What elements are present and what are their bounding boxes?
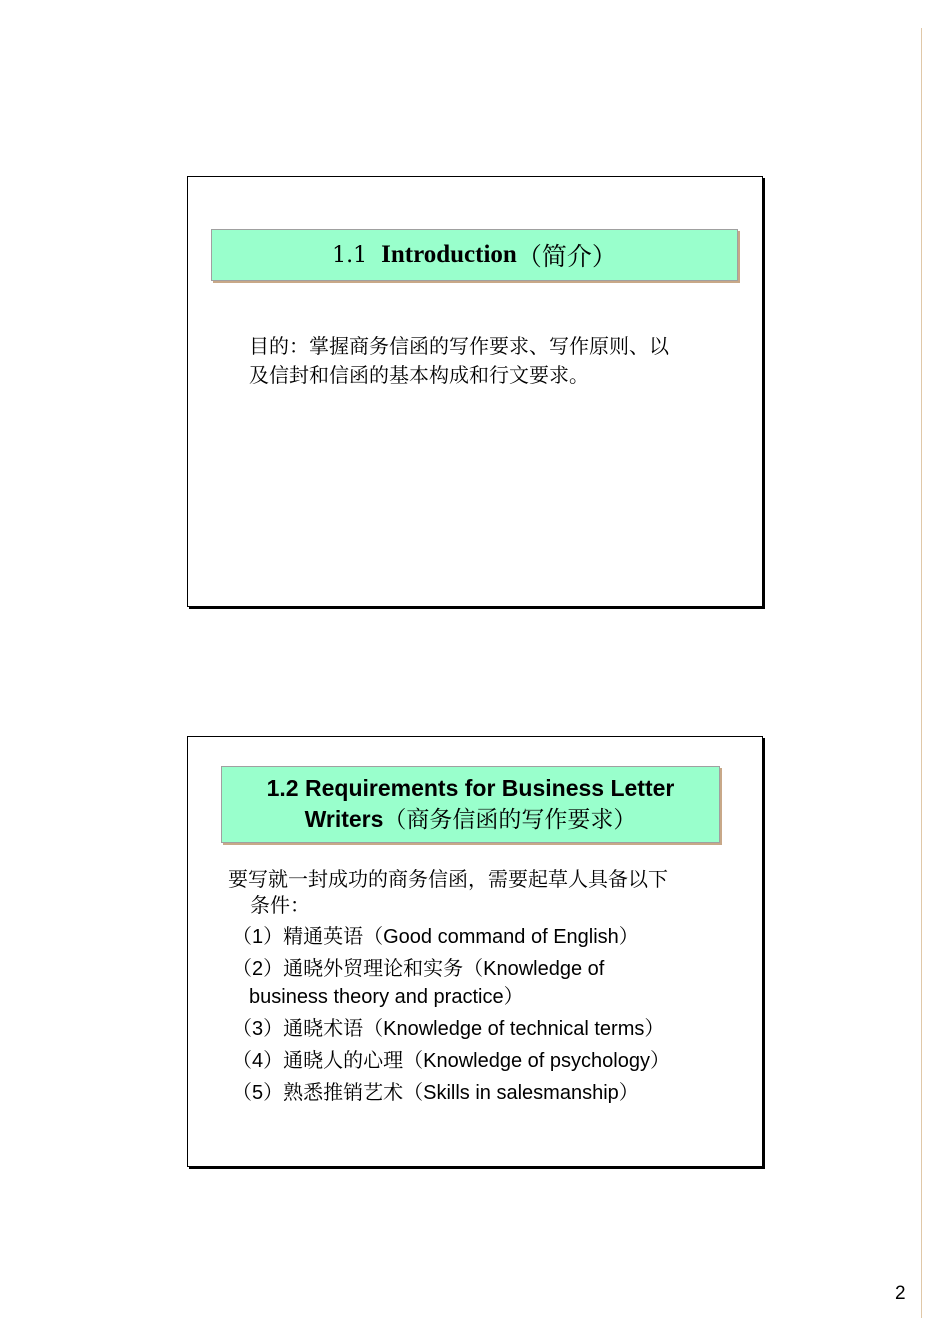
slide-title-line: 1.2 Requirements for Business Letter [266, 775, 675, 801]
body-line: 目的：掌握商务信函的写作要求、写作原则、以 [249, 334, 669, 358]
page-number: 2 [895, 1283, 906, 1304]
slide-title-english: Introduction [381, 241, 517, 268]
slide-title-chinese: （简介） [516, 242, 617, 271]
body-line: 及信封和信函的基本构成和行文要求。 [249, 363, 589, 387]
requirements-list [232, 923, 742, 1111]
list-item-text: （4）通晓人的心理（Knowledge of psychology） [232, 1050, 670, 1072]
slide-introduction [187, 176, 763, 607]
list-item-text: （5）熟悉推销艺术（Skills in salesmanship） [232, 1082, 639, 1104]
intro-line: 条件： [250, 895, 310, 917]
section-number: 1.1 [332, 242, 368, 268]
slide-title-box [211, 229, 738, 281]
slide-title-box [221, 766, 720, 843]
slide-body-text [249, 332, 739, 390]
list-item [232, 1047, 742, 1075]
list-item [232, 1015, 742, 1043]
slide-requirements [187, 736, 763, 1167]
list-item-text: （2）通晓外贸理论和实务（Knowledge of [232, 958, 605, 980]
intro-text [228, 867, 728, 919]
list-item [232, 1079, 742, 1107]
list-item-text: business theory and practice） [249, 986, 524, 1008]
slide-title-english: Writers [304, 806, 384, 832]
list-item [232, 955, 742, 1011]
slide-title-chinese: （商务信函的写作要求） [383, 807, 637, 833]
page-margin-rule [921, 28, 922, 1318]
list-item-text: （1）精通英语（Good command of English） [232, 926, 639, 948]
list-item [232, 923, 742, 951]
intro-line: 要写就一封成功的商务信函，需要起草人具备以下 [228, 869, 668, 891]
list-item-text: （3）通晓术语（Knowledge of technical terms） [232, 1018, 665, 1040]
slide-title-line [222, 804, 719, 836]
